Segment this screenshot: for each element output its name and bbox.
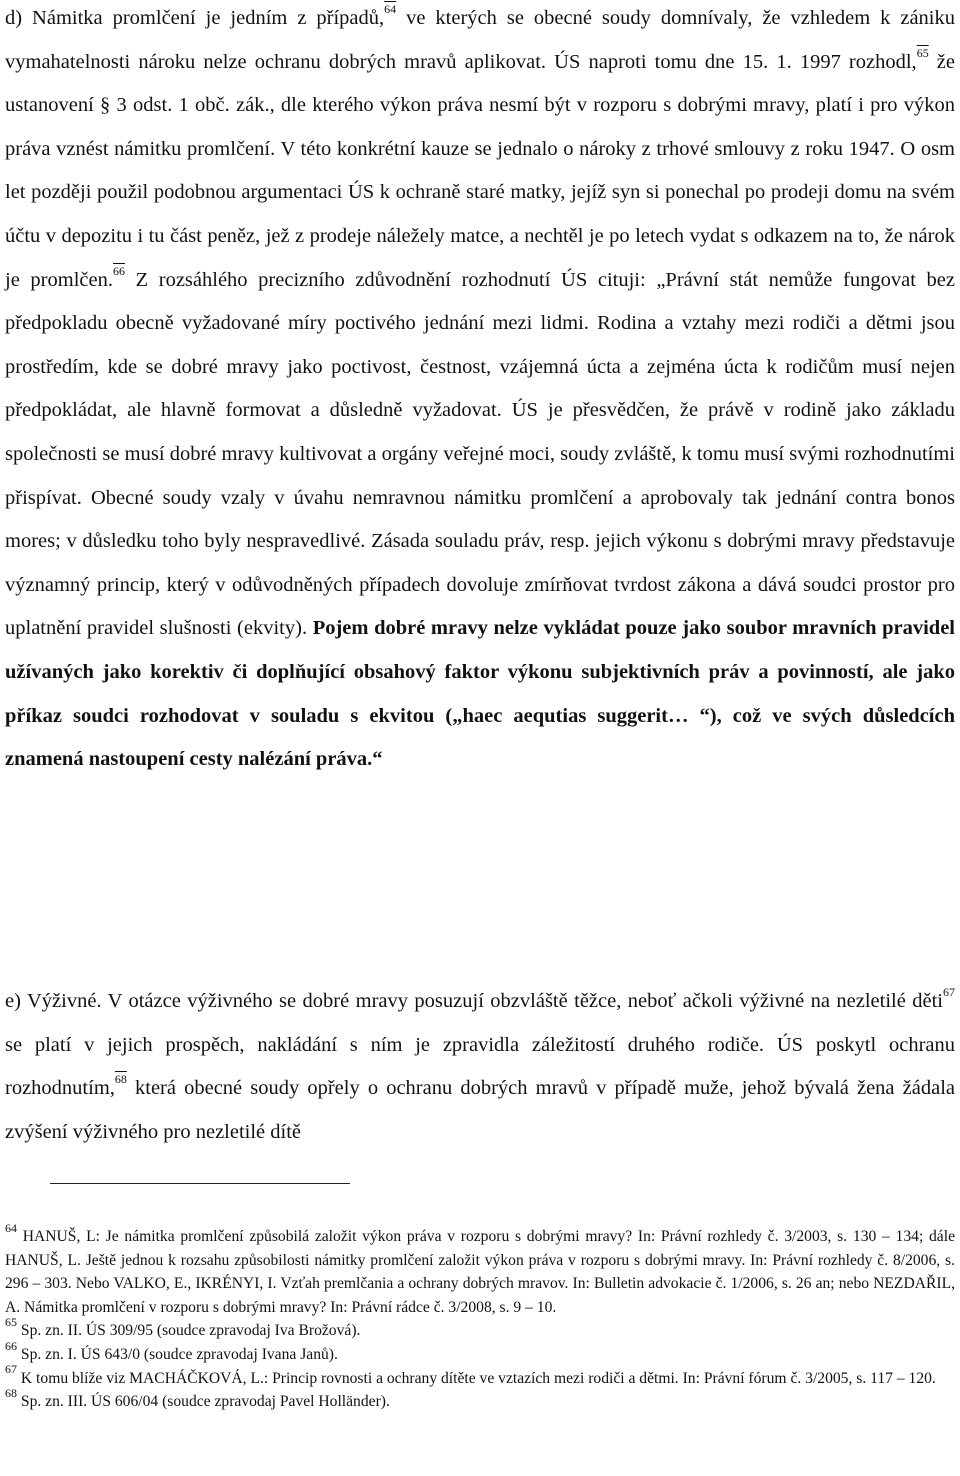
footnotes <box>5 1220 955 1414</box>
paragraph-d-text-1: d) Námitka promlčení je jedním z případů, <box>5 7 385 29</box>
paragraph-d-text-3: že ustanovení § 3 odst. 1 obč. zák., dle kterého výkon práva nesmí být v rozporu s dobrými mravy, platí i pro výkon práva vznést námitku promlčení. V této konkrétní kauze se jednalo o nároky z trhové smlouvy z roku 1947. O osm let později použil podobnou argumentaci ÚS k ochraně staré matky, jejíž syn si ponechal po prodeji domu na svém účtu v depozitu i tu část peněz, jež z prodeje náležely matce, a nechtěl je po letech vydat s odkazem na to, že nárok je promlčen. <box>5 50 955 291</box>
footnote-65 <box>5 1315 955 1343</box>
paragraph-e-text-1: e) Výživné. V otázce výživného se dobré mravy posuzují obzvláště těžce, neboť ačkoli výživné na nezletilé děti <box>5 990 943 1012</box>
footnote-ref-67[interactable]: 67 <box>943 985 955 1000</box>
paragraph-e-text-3: která obecné soudy opřely o ochranu dobrých mravů v případě muže, jehož bývalá žena žádala zvýšení výživného pro nezletilé dítě <box>5 1077 955 1143</box>
footnote-text: K tomu blíže viz MACHÁČKOVÁ, L.: Princip rovnosti a ochrany dítěte ve vztazích mezi rodiči a dětmi. In: Právní fórum č. 3/2005, s. 117 – 120. <box>17 1369 936 1387</box>
footnote-number: 66 <box>5 1338 17 1353</box>
footnote-66 <box>5 1338 955 1367</box>
footnote-text: Sp. zn. III. ÚS 606/04 (soudce zpravodaj Pavel Holländer). <box>17 1393 390 1411</box>
footnote-number: 67 <box>5 1362 17 1377</box>
paragraph-e-text-2: se platí v jejich prospěch, nakládání s ním je zpravidla záležitostí druhého rodiče. ÚS poskytl ochranu rozhodnutím, <box>5 1033 955 1100</box>
paragraph-e <box>5 980 955 1154</box>
footnote-text: Sp. zn. II. ÚS 309/95 (soudce zpravodaj Iva Brožová). <box>17 1322 361 1340</box>
footnote-text: Sp. zn. I. ÚS 643/0 (soudce zpravodaj Ivana Janů). <box>17 1345 338 1363</box>
paragraph-d-text-4: Z rozsáhlého precizního zdůvodnění rozhodnutí ÚS cituji: „Právní stát nemůže fungovat bez předpokladu obecně vyžadované míry poctivého jednání mezi lidmi. Rodina a vztahy mezi rodiči a dětmi jsou prostředím, kde se dobré mravy jako poctivost, čestnost, vzájemná úcta a zejména úcta k rodičům musí nejen předpokládat, ale hlavně formovat a důsledně vyžadovat. ÚS je přesvědčen, že právě v rodině jako základu společnosti se musí dobré mravy kultivovat a orgány veřejné moci, soudy zvláště, k tomu musí svými rozhodnutími přispívat. Obecné soudy vzaly v úvahu nemravnou námitku promlčení a aprobovaly tak jednání contra bonos mores; v důsledku toho byly nespravedlivé. Zásada souladu práv, resp. jejich výkonu s dobrými mravy představuje významný princip, který v odůvodněných případech dovoluje zmírňovat tvrdost zákona a dává soudci prostor pro uplatnění pravidel slušnosti (ekvity). <box>5 268 955 640</box>
footnote-68 <box>5 1385 955 1414</box>
footnote-ref-66[interactable]: 66 <box>112 263 125 278</box>
footnote-number: 64 <box>5 1220 17 1235</box>
footnote-number: 68 <box>5 1385 17 1400</box>
footnote-ref-65[interactable]: 65 <box>916 45 929 60</box>
footnote-text: HANUŠ, L: Je námitka promlčení způsobilá založit výkon práva v rozporu s dobrými mravy? In: Právní rozhledy č. 3/2003, s. 130 – 134; dále HANUŠ, L. Ještě jednou k rozsahu způsobilosti námitky promlčení založit výkon práva v rozporu s dobrými mravy. In: Právní rozhledy č. 8/2006, s. 296 – 303. Nebo VALKO, E., IKRÉNYI, I. Vzťah premlčania a ochrany dobrých mravov. In: Bulletin advokacie č. 1/2006, s. 26 an; nebo NEZDAŘIL, A. Námitka promlčení v rozporu s dobrými mravy? In: Právní rádce č. 3/2008, s. 9 – 10. <box>5 1228 955 1316</box>
footnote-64 <box>5 1220 955 1319</box>
footnote-67 <box>5 1362 955 1391</box>
paragraph-d-text-2: ve kterých se obecné soudy domnívaly, že vzhledem k zániku vymahatelnosti nároku nelze ochranu dobrých mravů aplikovat. ÚS naproti tomu dne 15. 1. 1997 rozhodl, <box>5 7 955 73</box>
footnote-ref-68[interactable]: 68 <box>114 1072 127 1087</box>
footnote-ref-64[interactable]: 64 <box>384 2 397 17</box>
footnote-separator <box>50 1183 350 1184</box>
paragraph-d-bold-text: Pojem dobré mravy nelze vykládat pouze jako soubor mravních pravidel užívaných jako korektiv či doplňující obsahový faktor výkonu subjektivních práv a povinností, ale jako příkaz soudci rozhodovat v souladu s ekvitou („haec aequtias suggerit… “), což ve svých důsledcích znamená nastoupení cesty nalézání práva.“ <box>5 617 955 771</box>
footnote-number: 65 <box>5 1315 17 1330</box>
paragraph-d <box>5 0 955 782</box>
